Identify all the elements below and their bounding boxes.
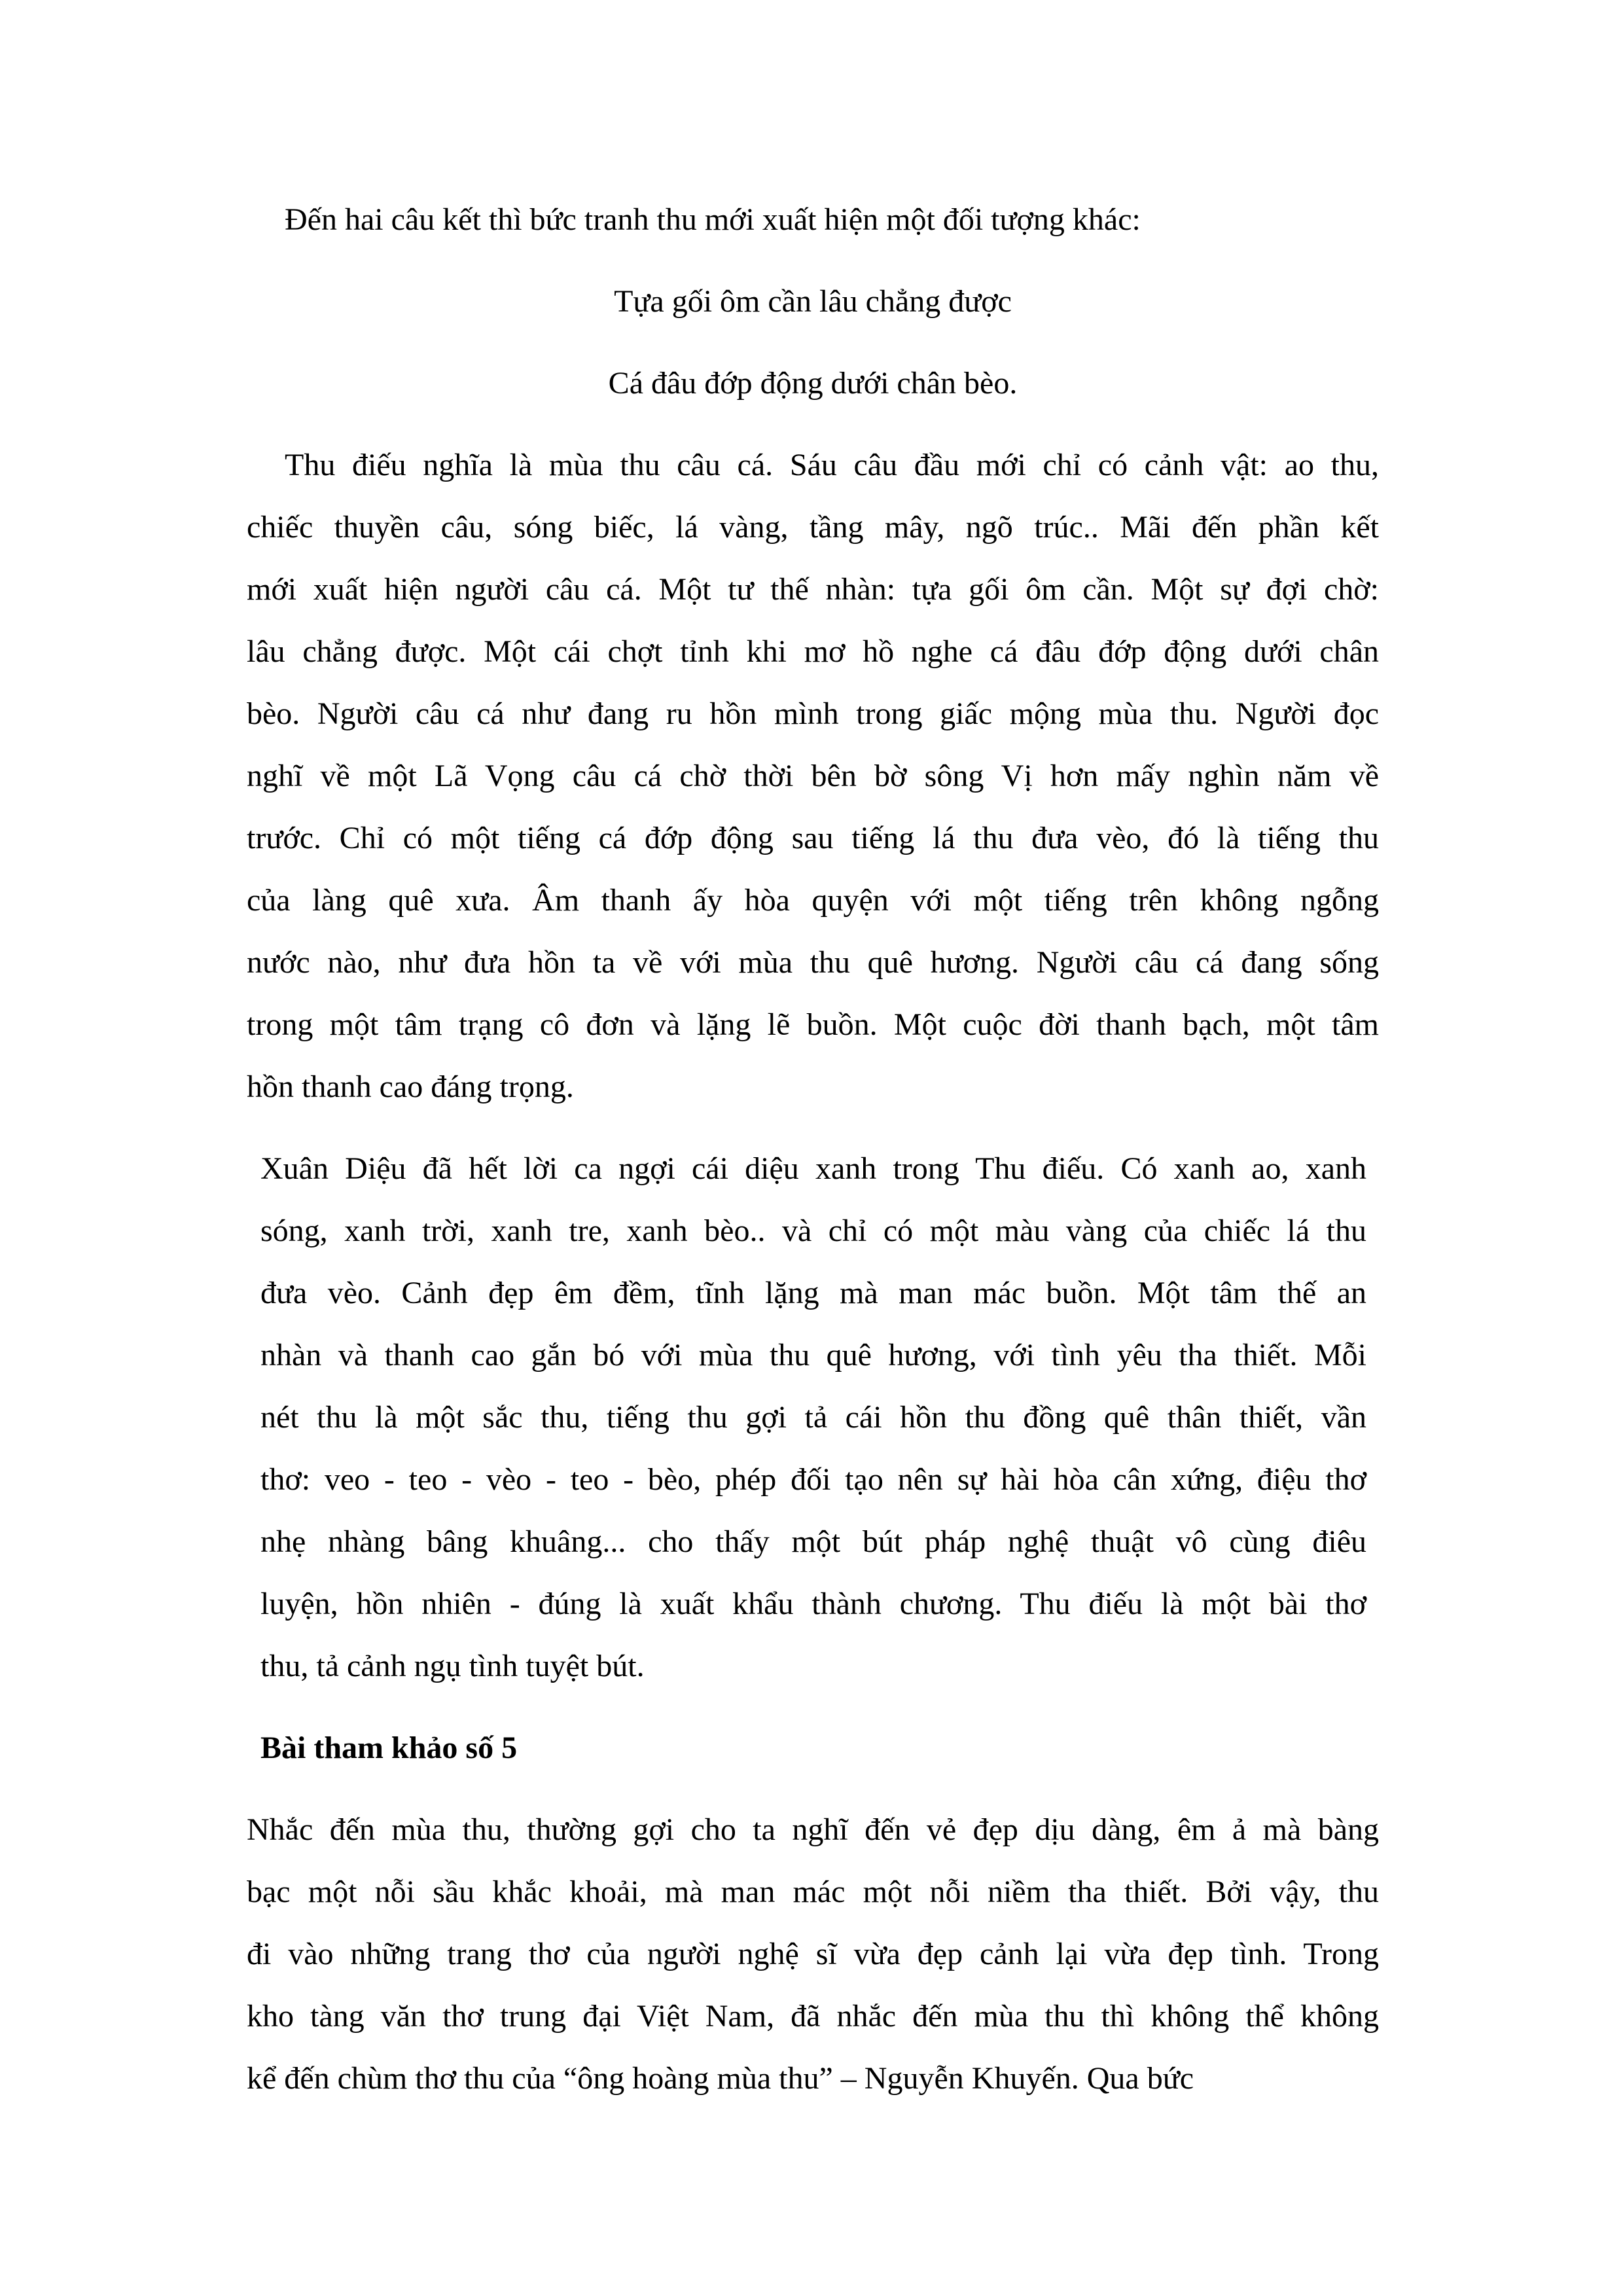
document-body [247, 188, 1379, 2109]
verse-line [247, 270, 1379, 332]
verse-line [247, 352, 1379, 414]
text-line: bèo. Người câu cá như đang ru hồn mình trong giấc mộng mùa thu. Người đọc [247, 696, 1379, 731]
text-line: trước. Chỉ có một tiếng cá đớp động sau tiếng lá thu đưa vèo, đó là tiếng thu [247, 821, 1379, 855]
text-line: nước nào, như đưa hồn ta về với mùa thu quê hương. Người câu cá đang sống [247, 945, 1379, 980]
text-line: bạc một nỗi sầu khắc khoải, mà man mác một nỗi niềm tha thiết. Bởi vậy, thu [247, 1874, 1379, 1909]
text-line: kể đến chùm thơ thu của “ông hoàng mùa thu” – Nguyễn Khuyến. Qua bức [247, 2061, 1194, 2096]
text-line: Thu điếu nghĩa là mùa thu câu cá. Sáu câu đầu mới chỉ có cảnh vật: ao thu, [285, 448, 1379, 482]
paragraph [247, 434, 1379, 1118]
paragraph [247, 188, 1379, 251]
text-line: hồn thanh cao đáng trọng. [247, 1069, 574, 1104]
text-line: đưa vèo. Cảnh đẹp êm đềm, tĩnh lặng mà man mác buồn. Một tâm thế an [260, 1276, 1366, 1310]
text-line: thơ: veo - teo - vèo - teo - bèo, phép đối tạo nên sự hài hòa cân xứng, điệu thơ [260, 1462, 1366, 1497]
text-line: nhẹ nhàng bâng khuâng... cho thấy một bút pháp nghệ thuật vô cùng điêu [260, 1524, 1366, 1559]
text-line: nhàn và thanh cao gắn bó với mùa thu quê hương, với tình yêu tha thiết. Mỗi [260, 1338, 1366, 1372]
text-line: đi vào những trang thơ của người nghệ sĩ vừa đẹp cảnh lại vừa đẹp tình. Trong [247, 1937, 1379, 1971]
text-line: Xuân Diệu đã hết lời ca ngợi cái diệu xanh trong Thu điếu. Có xanh ao, xanh [260, 1151, 1366, 1186]
text-line: luyện, hồn nhiên - đúng là xuất khẩu thành chương. Thu điếu là một bài thơ [260, 1587, 1366, 1621]
paragraph [247, 1799, 1379, 2109]
section-heading [260, 1717, 1366, 1779]
text-line: Tựa gối ôm cần lâu chẳng được [614, 284, 1012, 319]
text-line: Nhắc đến mùa thu, thường gợi cho ta nghĩ đến vẻ đẹp dịu dàng, êm ả mà bàng [247, 1812, 1379, 1847]
text-line: của làng quê xưa. Âm thanh ấy hòa quyện với một tiếng trên không ngỗng [247, 883, 1379, 918]
text-line: Bài tham khảo số 5 [260, 1731, 518, 1765]
text-line: thu, tả cảnh ngụ tình tuyệt bút. [260, 1649, 645, 1683]
text-line: kho tàng văn thơ trung đại Việt Nam, đã nhắc đến mùa thu thì không thể không [247, 1999, 1379, 2034]
text-line: mới xuất hiện người câu cá. Một tư thế nhàn: tựa gối ôm cần. Một sự đợi chờ: [247, 572, 1379, 607]
text-line: lâu chẳng được. Một cái chợt tỉnh khi mơ hồ nghe cá đâu đớp động dưới chân [247, 634, 1379, 669]
text-line: nghĩ về một Lã Vọng câu cá chờ thời bên bờ sông Vị hơn mấy nghìn năm về [247, 759, 1379, 793]
text-line: trong một tâm trạng cô đơn và lặng lẽ buồn. Một cuộc đời thanh bạch, một tâm [247, 1007, 1379, 1042]
text-line: Đến hai câu kết thì bức tranh thu mới xuất hiện một đối tượng khác: [285, 202, 1141, 237]
text-line: nét thu là một sắc thu, tiếng thu gợi tả cái hồn thu đồng quê thân thiết, vần [260, 1400, 1366, 1435]
text-line: sóng, xanh trời, xanh tre, xanh bèo.. và chỉ có một màu vàng của chiếc lá thu [260, 1213, 1366, 1248]
paragraph [260, 1138, 1366, 1697]
text-line: Cá đâu đớp động dưới chân bèo. [608, 366, 1018, 401]
text-line: chiếc thuyền câu, sóng biếc, lá vàng, tầng mây, ngõ trúc.. Mãi đến phần kết [247, 510, 1379, 545]
